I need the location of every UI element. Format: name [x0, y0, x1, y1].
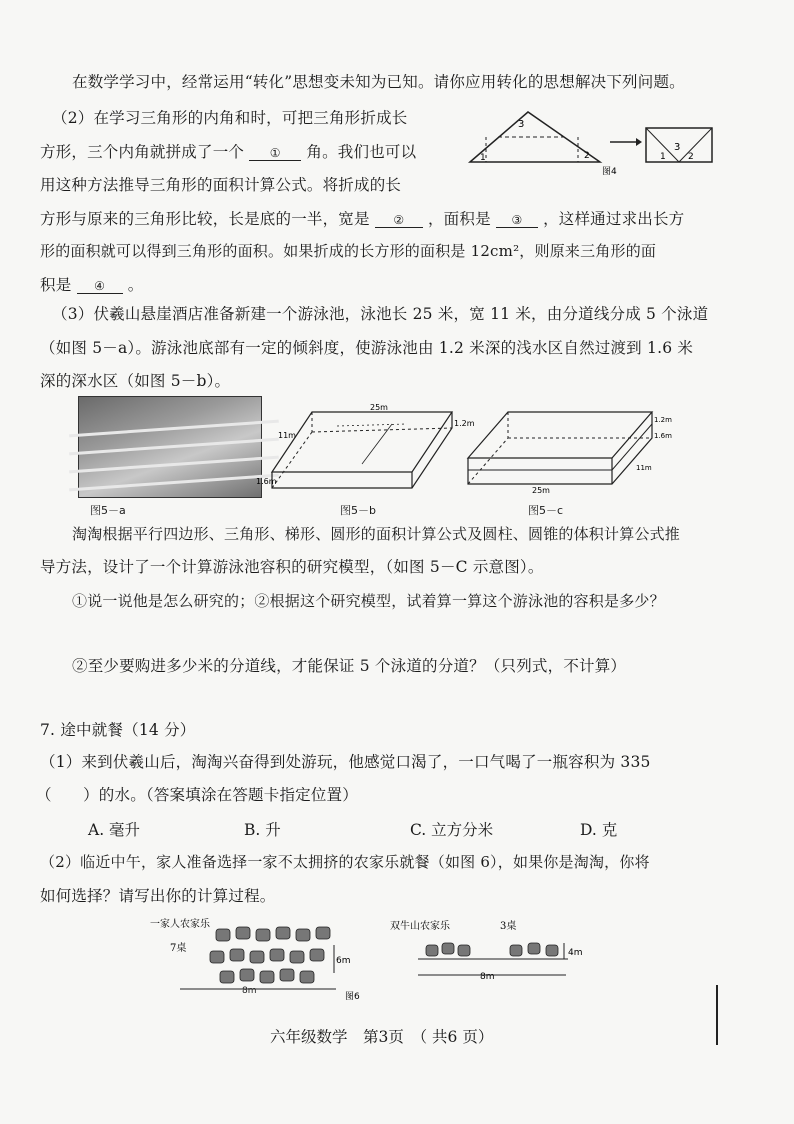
option-a[interactable]: A. 毫升 — [88, 821, 141, 839]
q3-line1: （3）伏羲山悬崖酒店准备新建一个游泳池，泳池长 25 米，宽 11 米，由分道线分成 5 个泳道 — [52, 305, 709, 323]
figure-5a-photo — [78, 396, 262, 498]
figure-5b-pool — [256, 402, 475, 497]
fig5b-length-label: 25m — [370, 403, 388, 412]
figure-5b-caption: 图5－b — [340, 504, 376, 517]
q2-blank-2[interactable]: ② — [375, 213, 423, 228]
svg-text:3: 3 — [674, 142, 681, 153]
q3-sub1: ①说一说他是怎么研究的；②根据这个研究模型，试着算一算这个游泳池的容积是多少？ — [72, 592, 665, 610]
fig6-left-width: 8m — [242, 986, 257, 996]
fig5c-deep-label: 1.6m — [654, 432, 672, 440]
fig6-left-name: 一家人农家乐 — [150, 919, 210, 930]
q2-line4: 方形与原来的三角形比较，长是底的一半，宽是 ② ，面积是 ③ ，这样通过求出长方 — [40, 210, 685, 228]
q3-sub2: ②至少要购进多少米的分道线，才能保证 5 个泳道的分道？（只列式，不计算） — [72, 657, 627, 675]
option-b[interactable]: B. 升 — [244, 821, 281, 839]
fig5b-shallow-label: 1.2m — [454, 419, 475, 428]
fig6-left-height: 6m — [336, 956, 351, 966]
figure-4-triangle — [462, 104, 727, 176]
fig6-right-height: 4m — [568, 948, 583, 958]
intro-text: 在数学学习中，经常运用“转化”思想变未知为已知。请你应用转化的思想解决下列问题。 — [72, 73, 685, 91]
figure-5c-caption: 图5－c — [528, 504, 564, 517]
margin-bar — [716, 985, 718, 1045]
svg-text:2: 2 — [688, 152, 694, 162]
svg-text:2: 2 — [584, 151, 590, 161]
figure-5a-caption: 图5－a — [90, 504, 126, 517]
q2-line3: 用这种方法推导三角形的面积计算公式。将折成的长 — [40, 176, 402, 194]
q2-blank-1[interactable]: ① — [249, 146, 301, 161]
figure-4-label: 图4 — [602, 167, 617, 177]
q2-line1: （2）在学习三角形的内角和时，可把三角形折成长 — [52, 109, 408, 127]
fig5c-shallow-label: 1.2m — [654, 416, 672, 424]
fig6-left-tables: 7桌 — [170, 943, 187, 954]
option-d[interactable]: D. 克 — [580, 821, 618, 839]
q2-line2: 方形，三个内角就拼成了一个 ① 角。我们也可以 — [40, 143, 417, 161]
q7-p2-line1: （2）临近中午，家人准备选择一家不太拥挤的农家乐就餐（如图 6），如果你是淘淘，你将 — [40, 853, 650, 871]
option-c[interactable]: C. 立方分米 — [410, 821, 494, 839]
q2-line5: 形的面积就可以得到三角形的面积。如果折成的长方形的面积是 12cm²，则原来三角形的面 — [40, 242, 657, 260]
q3-line2: （如图 5－a）。游泳池底部有一定的倾斜度，使游泳池由 1.2 米深的浅水区自然过渡到 1.6 米 — [40, 339, 694, 357]
q7-p1-line1: （1）来到伏羲山后，淘淘兴奋得到处游玩，他感觉口渴了，一口气喝了一瓶容积为 335 — [40, 753, 651, 771]
q2-line6: 积是 ④ 。 — [40, 276, 144, 294]
q7-p1-line2: （ ）的水。（答案填涂在答题卡指定位置） — [36, 786, 358, 804]
fig5b-deep-label: 1.6m — [256, 477, 277, 486]
figure-6-restaurants — [150, 915, 590, 1005]
svg-text:1: 1 — [480, 153, 486, 163]
fig5c-width-label: 11m — [636, 464, 652, 472]
q7-p2-line2: 如何选择？请写出你的计算过程。 — [40, 887, 276, 905]
fig6-right-tables: 3桌 — [500, 921, 517, 932]
fig5c-length-label: 25m — [532, 486, 550, 495]
fig6-right-name: 双牛山农家乐 — [390, 921, 450, 932]
page-footer: 六年级数学 第3页 （ 共6 页） — [270, 1028, 494, 1046]
figure-5c-pool — [462, 404, 682, 496]
q2-blank-4[interactable]: ④ — [77, 279, 123, 294]
q3-desc1: 淘淘根据平行四边形、三角形、梯形、圆形的面积计算公式及圆柱、圆锥的体积计算公式推 — [72, 525, 681, 543]
q3-line3: 深的深水区（如图 5－b）。 — [40, 372, 231, 390]
fig5b-width-label: 11m — [278, 431, 296, 440]
fig6-right-width: 8m — [480, 972, 495, 982]
svg-text:3: 3 — [518, 119, 525, 130]
q3-desc2: 导方法，设计了一个计算游泳池容积的研究模型，（如图 5－C 示意图）。 — [40, 558, 544, 576]
q2-blank-3[interactable]: ③ — [496, 213, 538, 228]
fig6-label: 图6 — [345, 992, 360, 1002]
svg-text:1: 1 — [660, 152, 666, 162]
q7-title: 7. 途中就餐（14 分） — [40, 721, 196, 739]
